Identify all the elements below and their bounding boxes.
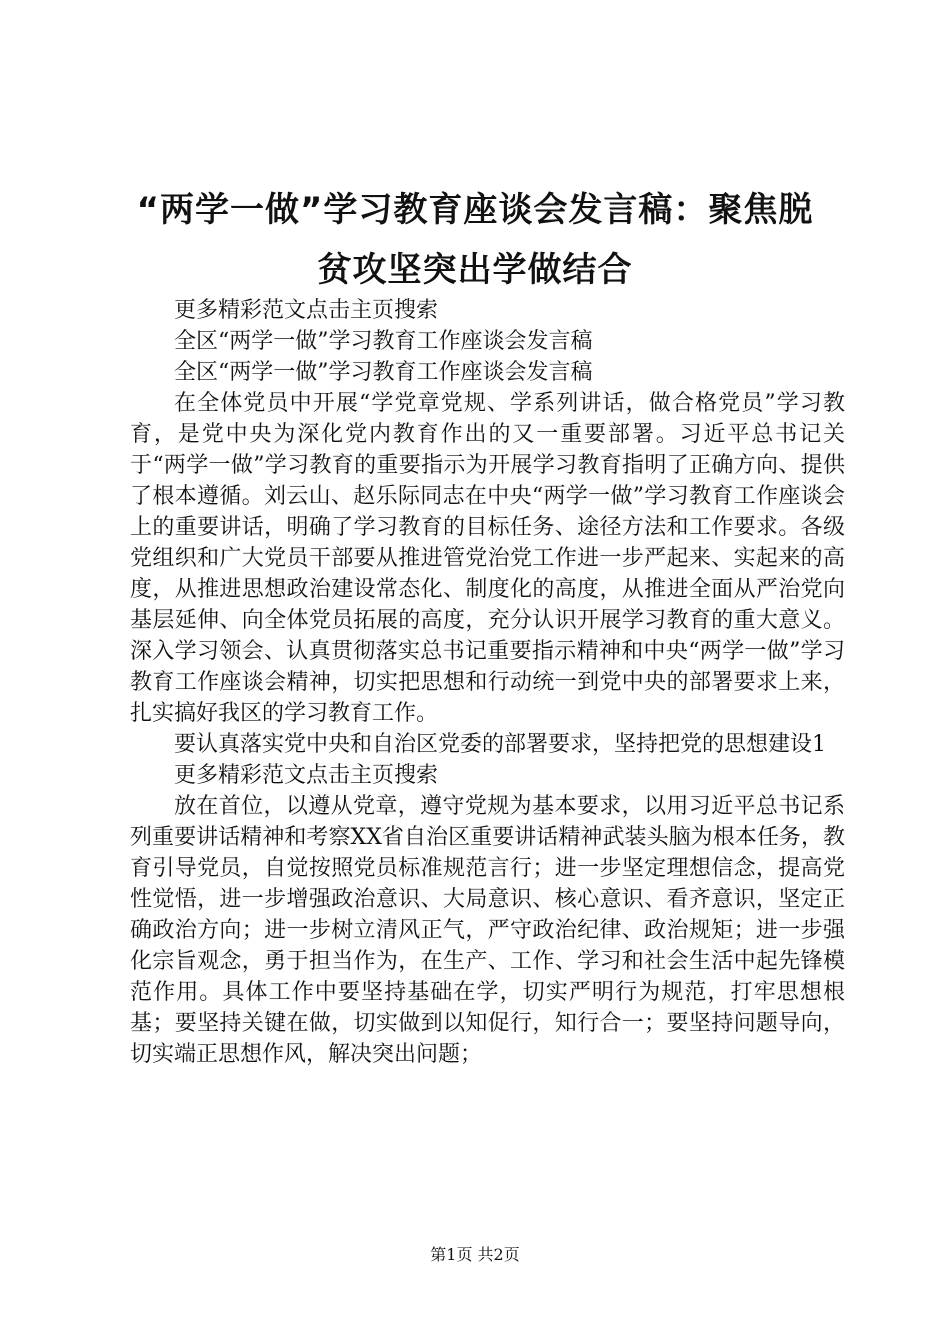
- body-paragraph: 要认真落实党中央和自治区党委的部署要求，坚持把党的思想建设1: [174, 732, 826, 757]
- body-paragraph: 放在首位，以遵从党章，遵守党规为基本要求，以用习近平总书记系列重要讲话精神和考察XX省自治区重要讲话精神武装头脑为根本任务，教育引导党员，自觉按照党员标准规范言行；进一步坚定理想信念，提高党性觉悟，进一步增强政治意识、大局意识、核心意识、看齐意识，坚定正确政治方向；进一步树立清风正气，严守政治纪律、政治规矩；进一步强化宗旨观念，勇于担当作为，在生产、工作、学习和社会生活中起先锋模范作用。具体工作中要坚持基础在学，切实严明行为规范，打牢思想根基；要坚持关键在做，切实做到以知促行，知行合一；要坚持问题导向，切实端正思想作风，解决突出问题；: [130, 794, 845, 1067]
- promo-line: 更多精彩范文点击主页搜索: [174, 763, 439, 788]
- subtitle-line: 全区“两学一做”学习教育工作座谈会发言稿: [174, 329, 593, 354]
- promo-line: 更多精彩范文点击主页搜索: [174, 298, 439, 323]
- document-title: [120, 180, 830, 300]
- page-footer: 第1页 共2页: [430, 1245, 520, 1264]
- document-body: [130, 295, 845, 1070]
- title-line-1: “两学一做”学习教育座谈会发言稿：聚焦脱: [136, 190, 814, 230]
- title-line-2: 贫攻坚突出学做结合: [317, 250, 633, 290]
- subtitle-line: 全区“两学一做”学习教育工作座谈会发言稿: [174, 360, 593, 385]
- body-paragraph: 在全体党员中开展“学党章党规、学系列讲话，做合格党员”学习教育，是党中央为深化党内教育作出的又一重要部署。习近平总书记关于“两学一做”学习教育的重要指示为开展学习教育指明了正确方向、提供了根本遵循。刘云山、赵乐际同志在中央“两学一做”学习教育工作座谈会上的重要讲话，明确了学习教育的目标任务、途径方法和工作要求。各级党组织和广大党员干部要从推进管党治党工作进一步严起来、实起来的高度，从推进思想政治建设常态化、制度化的高度，从推进全面从严治党向基层延伸、向全体党员拓展的高度，充分认识开展学习教育的重大意义。深入学习领会、认真贯彻落实总书记重要指示精神和中央“两学一做”学习教育工作座谈会精神，切实把思想和行动统一到党中央的部署要求上来，扎实搞好我区的学习教育工作。: [130, 391, 845, 726]
